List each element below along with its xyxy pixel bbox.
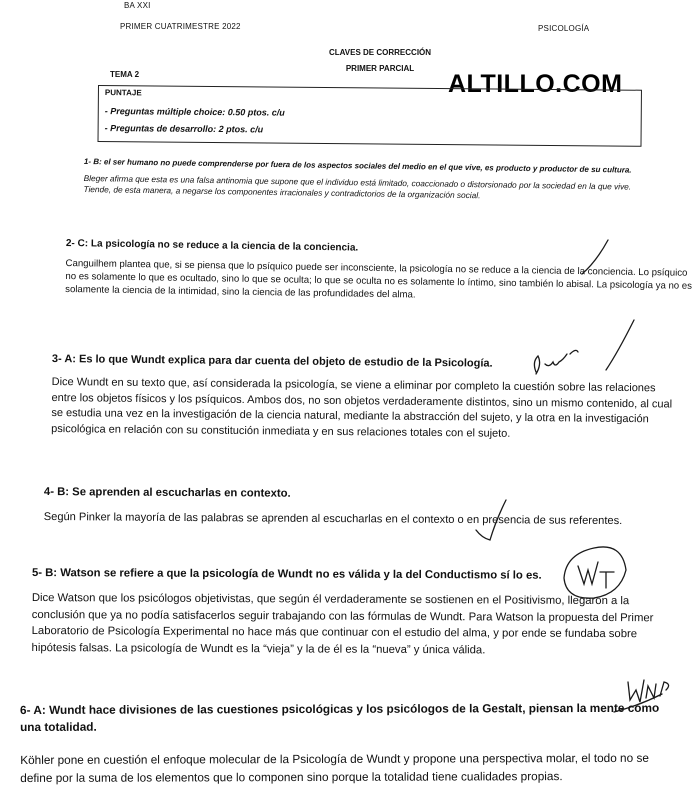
- question-6: [20, 700, 680, 788]
- question-title: 6- A: Wundt hace divisiones de las cuestiones psicológicas y los psicólogos de la Gestalt, piensan la mente como una totalidad.: [20, 700, 660, 735]
- document-subtitle: PRIMER PARCIAL: [345, 64, 415, 73]
- question-answer: Canguilhem plantea que, si se piensa que lo psíquico puede ser inconsciente, la psicología no se reduce a la ciencia de la conciencia. Lo psíquico no es solamente lo que es ocultado, sino lo que se oculta; lo que se oculta no es solamente lo íntimo, sino también lo abisal. La psicología ya no es solamente la ciencia de la intimidad, sino la ciencia de las profundidades del alma.: [65, 257, 693, 301]
- question-title: 4- B: Se aprenden al escucharlas en contexto.: [43, 486, 291, 500]
- header-subject: PSICOLOGÍA: [538, 24, 590, 33]
- question-title: 1- B: el ser humano no puede comprenderse por fuera de los aspectos sociales del medio en el que vive, es producto y productor de su cultura.: [83, 157, 632, 175]
- question-5: [32, 567, 684, 660]
- question-answer: Bleger afirma que esta es una falsa antinomia que supone que el individuo está limitado, coaccionado o distorsionado por la sociedad en la que vive. Tiende, de esta manera, a negarse los componentes irracionales y contradictorios de la organización social.: [83, 172, 632, 200]
- question-title: 2- C: La psicología no se reduce a la ciencia de la conciencia.: [65, 238, 359, 254]
- puntaje-line-2: - Preguntas de desarrollo: 2 ptos. c/u: [104, 123, 264, 135]
- watermark: ALTILLO.COM: [448, 70, 623, 98]
- question-answer: Según Pinker la mayoría de las palabras se aprenden al escucharlas en el contexto o en presencia de sus referentes.: [43, 510, 623, 528]
- tema-label: TEMA 2: [110, 70, 140, 79]
- question-answer: Köhler pone en cuestión el enfoque molecular de la Psicología de Wundt y propone una perspectiva molar, el todo no se define por la suma de los elementos que lo componen sino porque la totalidad tiene cualidades propias.: [20, 750, 649, 785]
- question-title: 5- B: Watson se refiere a que la psicología de Wundt no es válida y la del Conductismo sí lo es.: [31, 567, 542, 582]
- signature-q6: [628, 680, 669, 702]
- question-3: [51, 353, 677, 444]
- header-line-1: BA XXI: [124, 1, 151, 10]
- puntaje-title: PUNTAJE: [104, 88, 142, 98]
- question-title: 3- A: Es lo que Wundt explica para dar cuenta del objeto de estudio de la Psicología.: [51, 353, 493, 370]
- puntaje-box: [98, 85, 642, 147]
- puntaje-line-1: - Preguntas múltiple choice: 0.50 ptos. c/u: [104, 106, 285, 118]
- header-line-2: PRIMER CUATRIMESTRE 2022: [120, 22, 241, 31]
- question-1: [83, 157, 639, 203]
- question-answer: Dice Wundt en su texto que, así considerada la psicología, se viene a eliminar por completo la cuestión sobre las relaciones entre los objetos físicos y los psíquicos. Ambos dos, no son objetos verdaderamente distintos, sino un mismo contenido, al cual se estudia una vez en la investigación de la ciencia natural, mediante la abstracción del sujeto, y la otra en la investigación psicológica en relación con su constitución inmediata y en sus relaciones totales con el sujeto.: [51, 375, 673, 440]
- document-title: CLAVES DE CORRECCIÓN: [328, 48, 432, 57]
- question-answer: Dice Watson que los psicólogos objetivistas, que según él verdaderamente se sostienen en el Positivismo, llegaron a la conclusión que ya no podía satisfacerlos seguir trabajando con las fórmulas de Wundt. Para Watson la propuesta del Primer Laboratorio de Psicología Experimental no hace más que continuar con el estudio del alma, y por ende se fundaba sobre hipótesis falsas. La psicología de Wundt es la “vieja” y la de él es la “nueva” y única válida.: [31, 591, 654, 657]
- question-4: [44, 486, 684, 529]
- question-2: [65, 238, 696, 307]
